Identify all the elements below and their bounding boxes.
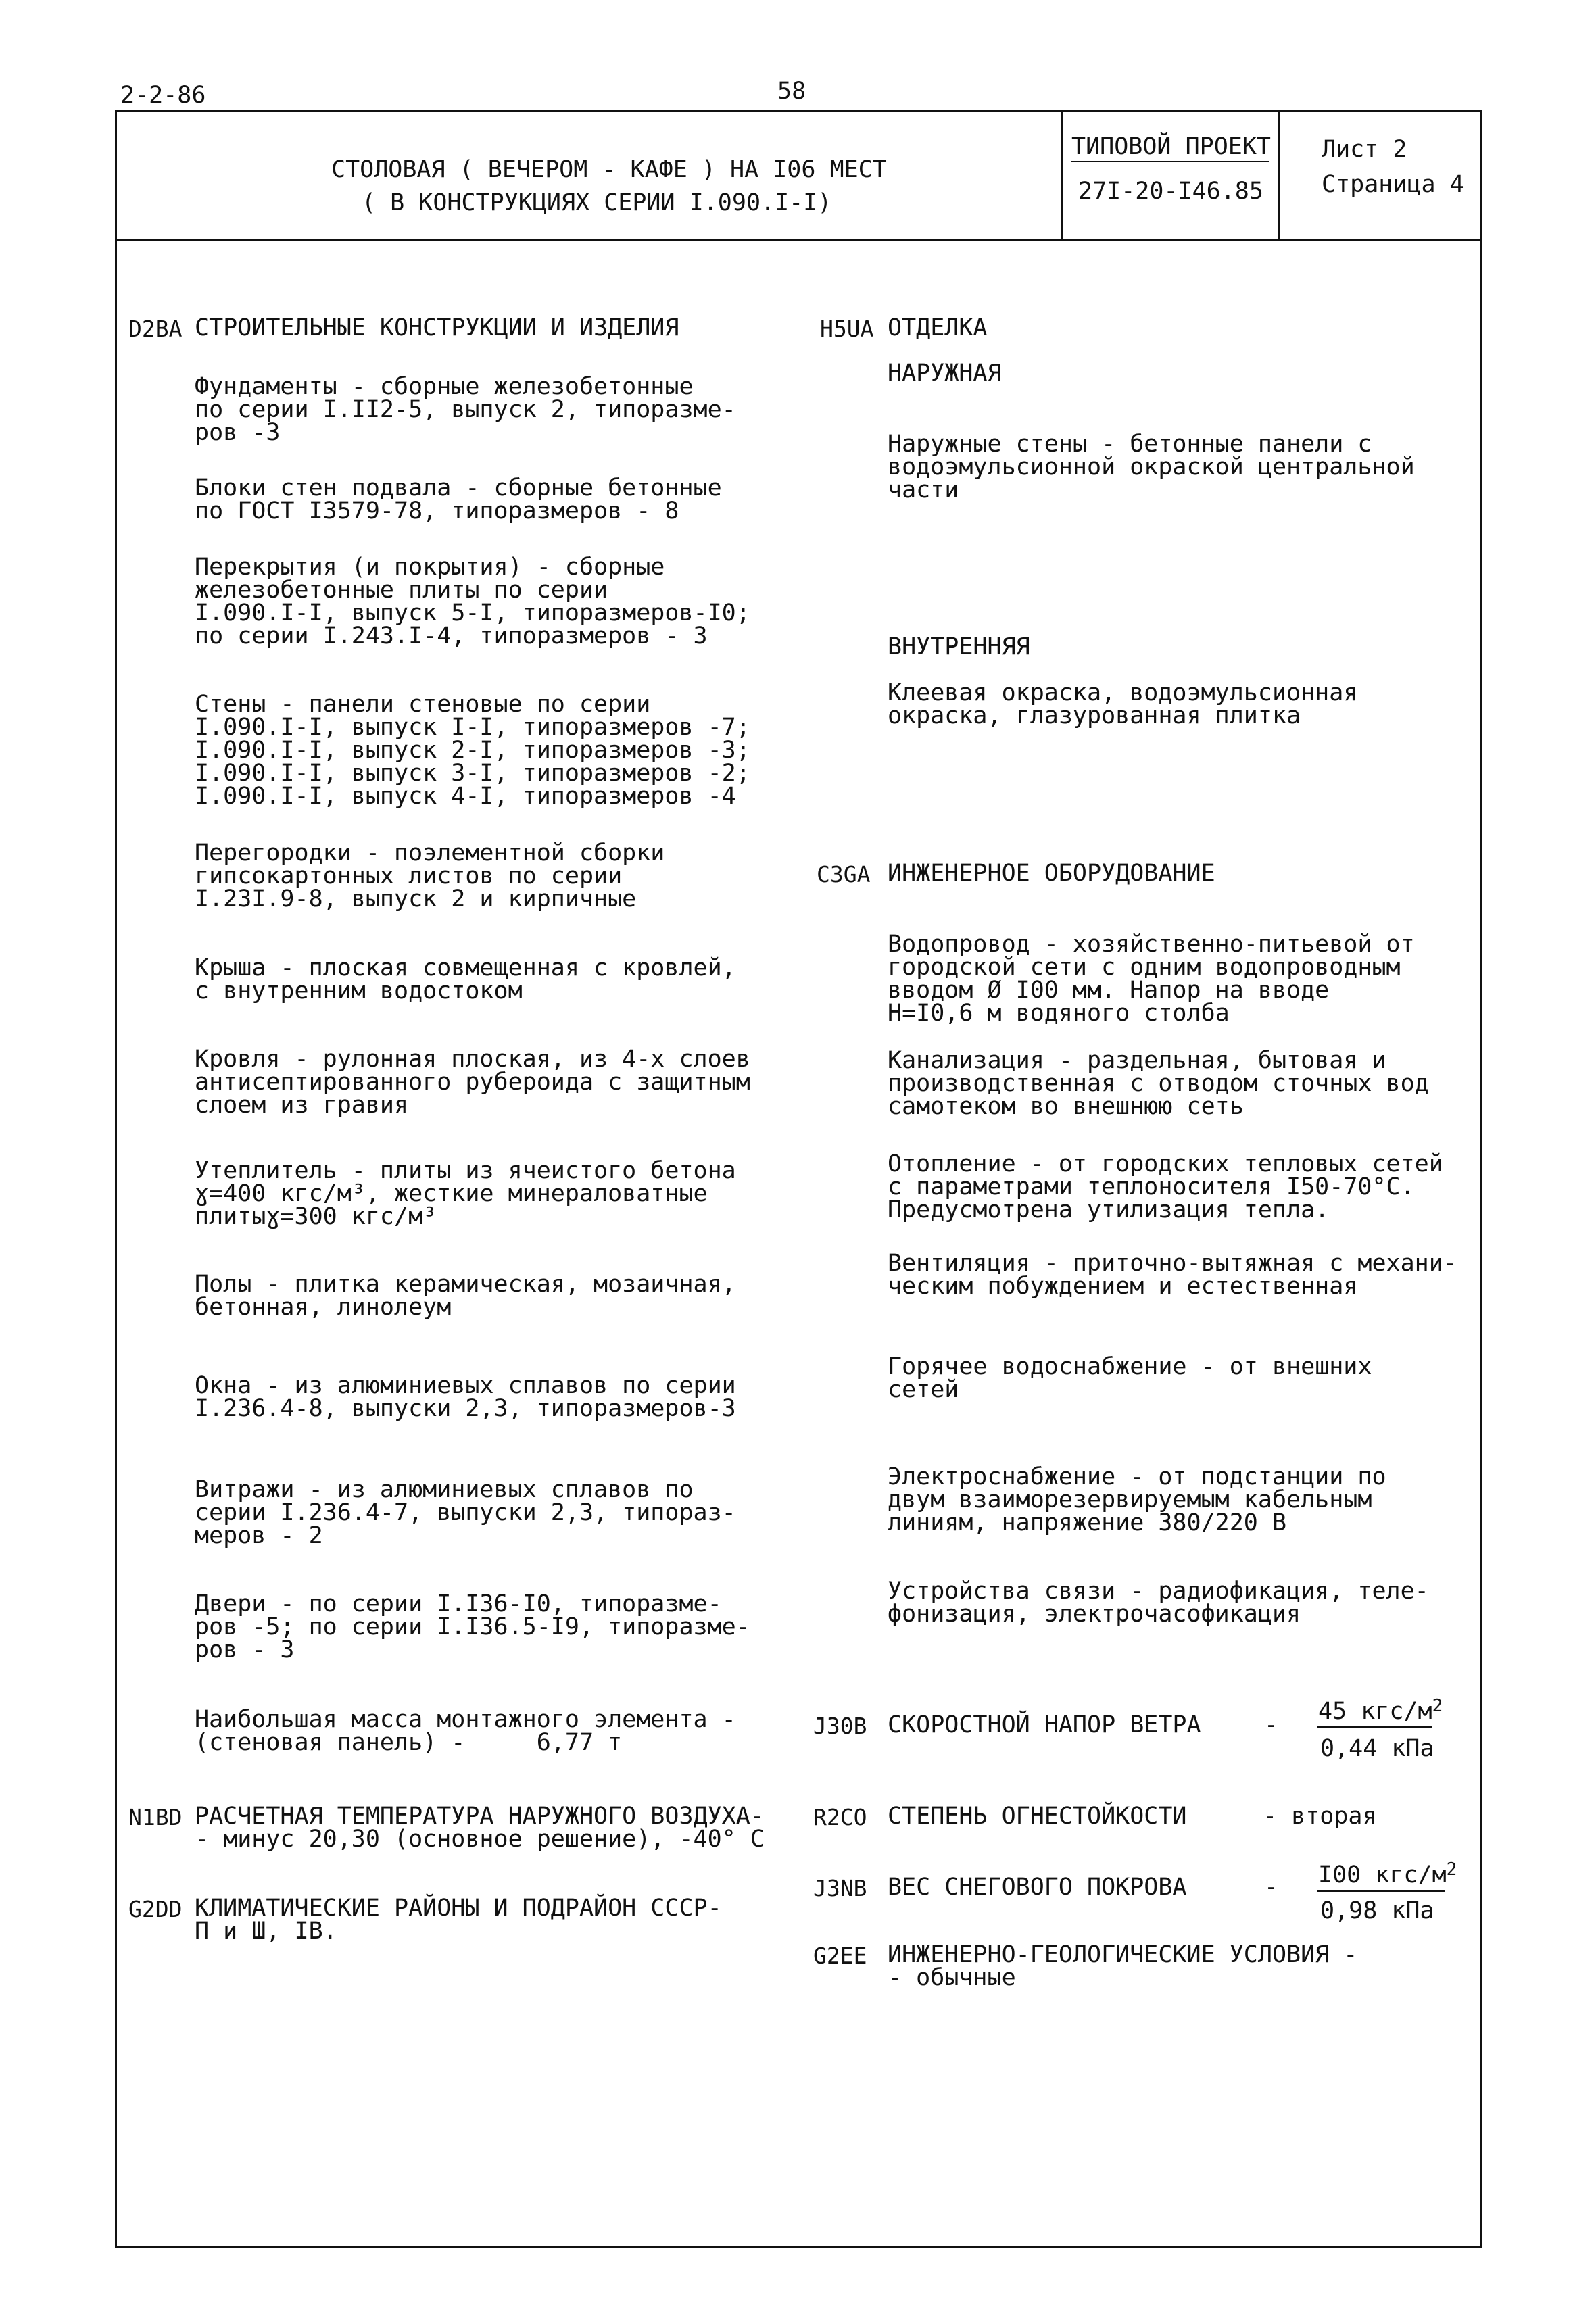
snow-load-fraction-bar: [1317, 1890, 1445, 1892]
section-outdoor-temperature: РАСЧЕТНАЯ ТЕМПЕРАТУРА НАРУЖНОГО ВОЗДУХА- - минус 20,30 (основное решение), -40° С: [195, 1803, 765, 1853]
inner-finishing-text: Клеевая окраска, водоэмульсионная окраска, глазурованная плитка: [888, 679, 1358, 729]
fire-resistance-value: - вторая: [1263, 1803, 1377, 1830]
section-code-j3nb: J3NB: [813, 1875, 867, 1901]
item-basement-blocks: Блоки стен подвала - сборные бетонные по ГОСТ I3579-78, типоразмеров - 8: [195, 474, 722, 525]
section-code-r2co: R2CO: [813, 1804, 867, 1830]
item-walls: Стены - панели стеновые по серии I.090.I-I, выпуск I-I, типоразмеров -7; I.090.I-I, выпуск 2-I, типоразмеров -3; I.090.I-I, выпуск 3-I, типоразмеров -2; I.090.I-I, выпуск 4-I, типоразмеров -4: [195, 691, 750, 810]
item-slabs: Перекрытия (и покрытия) - сборные железобетонные плиты по серии I.090.I-I, выпуск 5-I, типоразмеров-I0; по серии I.243.I-4, типоразмеров - 3: [195, 554, 750, 650]
section-code-g2ee: G2EE: [813, 1943, 867, 1969]
section-title-constructions: СТРОИТЕЛЬНЫЕ КОНСТРУКЦИИ И ИЗДЕЛИЯ: [195, 314, 679, 341]
document-code: 2-2-86: [120, 82, 206, 109]
header-divider-1: [1061, 110, 1063, 240]
page-of-sheet: Страница 4: [1322, 171, 1464, 198]
wind-pressure-kpa: 0,44 кПа: [1320, 1735, 1434, 1762]
geological-conditions: ИНЖЕНЕРНО-ГЕОЛОГИЧЕСКИЕ УСЛОВИЯ - - обычные: [888, 1941, 1358, 1991]
header-divider: [115, 239, 1482, 241]
section-code-d2ba: D2BA: [128, 316, 183, 342]
project-label-underline: [1071, 161, 1269, 162]
item-sewerage: Канализация - раздельная, бытовая и производственная с отводом сточных вод самотеком во внешнюю сеть: [888, 1047, 1429, 1120]
snow-load-label: ВЕС СНЕГОВОГО ПОКРОВА: [888, 1874, 1187, 1901]
section-code-c3ga: C3GA: [817, 861, 871, 887]
wind-pressure-fraction-bar: [1317, 1726, 1432, 1728]
subsection-outer: НАРУЖНАЯ: [888, 360, 1002, 387]
item-heating: Отопление - от городских тепловых сетей с параметрами теплоносителя I50-70°С. Предусмотрена утилизация тепла.: [888, 1150, 1443, 1223]
header-divider-2: [1278, 110, 1280, 240]
wind-pressure-value: 45 кгс/$м^2$: [1318, 1696, 1443, 1725]
item-roofing: Кровля - рулонная плоская, из 4-х слоев антисептированного рубероида с защитным слоем из гравия: [195, 1046, 750, 1119]
item-max-mass: Наибольшая масса монтажного элемента - (стеновая панель) - 6,77 т: [195, 1706, 736, 1756]
section-code-j30b: J30B: [813, 1713, 867, 1739]
item-windows: Окна - из алюминиевых сплавов по серии I.236.4-8, выпуски 2,3, типоразмеров-3: [195, 1372, 736, 1422]
project-label: ТИПОВОЙ ПРОЕКТ: [1071, 133, 1272, 160]
item-partitions: Перегородки - поэлементной сборки гипсокартонных листов по серии I.23I.9-8, выпуск 2 и кирпичные: [195, 839, 665, 912]
section-code-n1bd: N1BD: [128, 1804, 183, 1830]
fire-resistance-label: СТЕПЕНЬ ОГНЕСТОЙКОСТИ: [888, 1803, 1187, 1830]
snow-load-kpa: 0,98 кПа: [1320, 1897, 1434, 1924]
outer-finishing-text: Наружные стены - бетонные панели с водоэмульсионной окраской центральной части: [888, 431, 1415, 504]
section-title-engineering: ИНЖЕНЕРНОЕ ОБОРУДОВАНИЕ: [888, 860, 1215, 887]
page-number: 58: [777, 78, 806, 105]
item-communications: Устройства связи - радиофикация, теле- фонизация, электрочасофикация: [888, 1578, 1429, 1628]
wind-pressure-label: СКОРОСТНОЙ НАПОР ВЕТРА: [888, 1711, 1201, 1738]
item-power-supply: Электроснабжение - от подстанции по двум взаиморезервируемым кабельным линиям, напряжение 380/220 В: [888, 1463, 1386, 1536]
snow-load-value: I00 кгс/$м^2$: [1318, 1859, 1457, 1888]
item-floors: Полы - плитка керамическая, мозаичная, бетонная, линолеум: [195, 1271, 736, 1321]
item-roof: Крыша - плоская совмещенная с кровлей, с внутренним водостоком: [195, 954, 736, 1004]
item-ventilation: Вентиляция - приточно-вытяжная с механи- ческим побуждением и естественная: [888, 1250, 1457, 1300]
subsection-inner: ВНУТРЕННЯЯ: [888, 633, 1030, 660]
document-title-line1: СТОЛОВАЯ ( ВЕЧЕРОМ - КАФЕ ) НА I06 МЕСТ: [331, 156, 887, 183]
item-water-supply: Водопровод - хозяйственно-питьевой от городской сети с одним водопроводным вводом Ø I00 мм. Напор на вводе Н=I0,6 м водяного столба: [888, 931, 1415, 1027]
item-foundations: Фундаменты - сборные железобетонные по серии I.II2-5, выпуск 2, типоразме- ров -3: [195, 373, 736, 446]
sheet-number: Лист 2: [1322, 136, 1407, 163]
section-climatic-regions: КЛИМАТИЧЕСКИЕ РАЙОНЫ И ПОДРАЙОН СССР- П и Ш, IВ.: [195, 1895, 722, 1945]
item-stained-glass: Витражи - из алюминиевых сплавов по серии I.236.4-7, выпуски 2,3, типораз- меров - 2: [195, 1476, 736, 1549]
section-title-finishing: ОТДЕЛКА: [888, 314, 988, 341]
section-code-h5ua: H5UA: [820, 316, 874, 342]
section-code-g2dd: G2DD: [128, 1896, 183, 1922]
item-insulation: Утеплитель - плиты из ячеистого бетона ɣ=400 кгс/м³, жесткие минераловатные плитыɣ=300 кгс/м³: [195, 1157, 736, 1230]
project-number: 27I-20-I46.85: [1078, 178, 1263, 205]
item-hot-water: Горячее водоснабжение - от внешних сетей: [888, 1353, 1372, 1403]
item-doors: Двери - по серии I.I36-I0, типоразме- ров -5; по серии I.I36.5-I9, типоразме- ров - 3: [195, 1590, 750, 1663]
snow-load-dash: -: [1264, 1874, 1279, 1901]
document-title-line2: ( В КОНСТРУКЦИЯХ СЕРИИ I.090.I-I): [362, 189, 832, 216]
wind-pressure-dash: -: [1264, 1711, 1279, 1738]
